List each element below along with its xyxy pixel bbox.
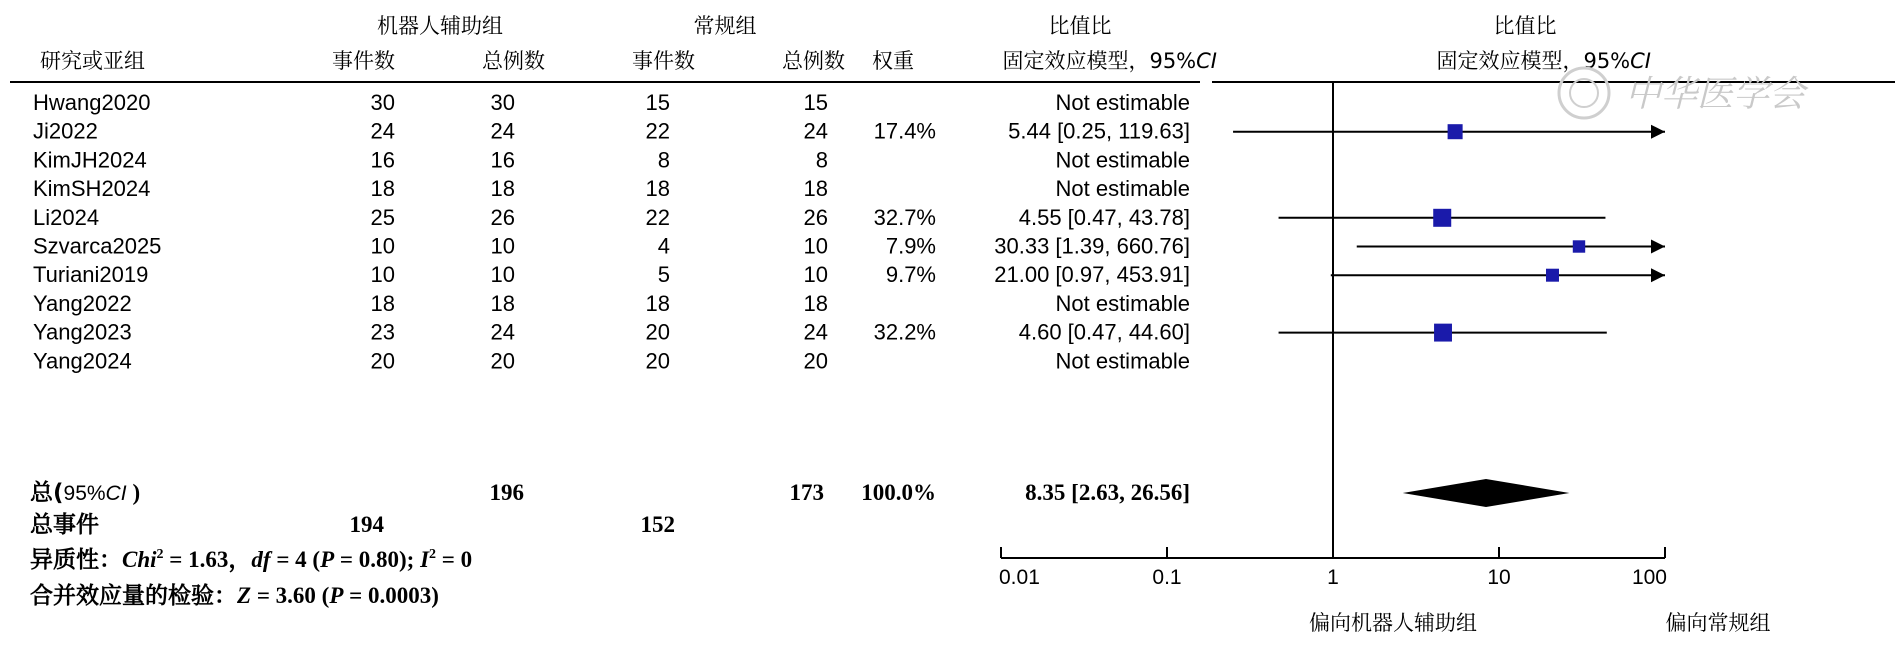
weight-cell: 9.7% bbox=[885, 262, 936, 288]
study-name: KimSH2024 bbox=[33, 176, 151, 202]
total-a-cell: 18 bbox=[490, 290, 515, 316]
total-a-cell: 10 bbox=[490, 233, 515, 259]
total-row-label: 总(95%CI ) bbox=[30, 480, 141, 506]
point-estimate-marker bbox=[1448, 124, 1463, 139]
odds-ratio-cell: Not estimable bbox=[1055, 176, 1190, 202]
overall-effect-test: 合并效应量的检验：Z = 3.60 (P = 0.0003) bbox=[30, 583, 439, 609]
total-b-cell: 18 bbox=[803, 290, 828, 316]
total-b-cell: 15 bbox=[803, 90, 828, 115]
table-row bbox=[33, 234, 1190, 259]
favours-control-label: 偏向常规组 bbox=[1665, 611, 1771, 635]
events-row-events-a: 194 bbox=[349, 512, 384, 537]
events-a-header: 事件数 bbox=[332, 49, 395, 73]
weight-cell: 32.2% bbox=[873, 319, 936, 345]
total-a-cell: 26 bbox=[490, 204, 515, 230]
events-row-label: 总事件 bbox=[30, 512, 99, 537]
odds-ratio-cell: 21.00 [0.97, 453.91] bbox=[994, 262, 1190, 288]
table-row bbox=[33, 348, 1190, 373]
x-tick-label: 0.1 bbox=[1152, 566, 1182, 589]
events-a-cell: 16 bbox=[370, 147, 395, 173]
events-b-cell: 8 bbox=[657, 147, 670, 173]
point-estimate-marker bbox=[1573, 240, 1585, 252]
plot-model-header: 固定效应模型，95%CI bbox=[1436, 49, 1651, 73]
total-b-header: 总例数 bbox=[782, 49, 845, 73]
total-b-cell: 8 bbox=[815, 147, 828, 173]
model-header: 固定效应模型，95%CI bbox=[1002, 49, 1217, 73]
events-b-cell: 18 bbox=[645, 176, 670, 202]
table-row bbox=[33, 147, 1190, 172]
heterogeneity-line: 异质性：Chi$^2$ = 1.63，df = 4 (P = 0.80); $I^2 = 0$ bbox=[30, 547, 473, 573]
events-a-cell: 20 bbox=[370, 348, 395, 374]
events-b-cell: 20 bbox=[645, 319, 670, 345]
odds-ratio-cell: 4.60 [0.47, 44.60] bbox=[1018, 319, 1190, 345]
study-column-header: 研究或亚组 bbox=[40, 49, 145, 73]
table-row bbox=[33, 262, 1190, 287]
total-a-cell: 30 bbox=[490, 90, 515, 115]
total-row-total-b: 173 bbox=[789, 480, 824, 505]
total-a-cell: 24 bbox=[490, 118, 515, 144]
weight-cell: 17.4% bbox=[873, 118, 936, 144]
events-a-cell: 24 bbox=[370, 118, 395, 144]
total-row-total-a: 196 bbox=[489, 480, 524, 505]
total-b-cell: 20 bbox=[803, 348, 828, 374]
study-name: Yang2022 bbox=[33, 290, 132, 316]
events-a-cell: 30 bbox=[370, 90, 395, 115]
total-row-odds-ratio: 8.35 [2.63, 26.56] bbox=[1025, 480, 1190, 505]
odds-ratio-cell: 30.33 [1.39, 660.76] bbox=[994, 233, 1190, 259]
study-name: Turiani2019 bbox=[33, 262, 149, 288]
events-b-cell: 20 bbox=[645, 348, 670, 374]
x-tick-label: 0.01 bbox=[999, 566, 1040, 589]
total-a-cell: 16 bbox=[490, 147, 515, 173]
events-b-cell: 4 bbox=[657, 233, 670, 259]
odds-ratio-column-header: 比值比 bbox=[1048, 14, 1112, 38]
total-row-weight: 100.0% bbox=[861, 480, 936, 505]
study-table bbox=[33, 90, 1190, 373]
odds-ratio-cell: 4.55 [0.47, 43.78] bbox=[1018, 204, 1190, 230]
plot-title: 比值比 bbox=[1493, 14, 1557, 38]
svg-text:中华医学会: 中华医学会 bbox=[1625, 74, 1806, 115]
table-row bbox=[33, 119, 1190, 144]
events-b-cell: 18 bbox=[645, 290, 670, 316]
events-row-events-b: 152 bbox=[640, 512, 675, 537]
events-a-cell: 10 bbox=[370, 262, 395, 288]
watermark-logo bbox=[1559, 68, 1809, 118]
total-b-cell: 18 bbox=[803, 176, 828, 202]
study-name: Yang2023 bbox=[33, 319, 132, 345]
events-a-cell: 25 bbox=[370, 204, 395, 230]
study-name: Yang2024 bbox=[33, 348, 132, 374]
events-b-cell: 22 bbox=[645, 118, 670, 144]
total-a-cell: 24 bbox=[490, 319, 515, 345]
study-name: Szvarca2025 bbox=[33, 233, 162, 259]
table-row bbox=[33, 205, 1190, 230]
events-a-cell: 10 bbox=[370, 233, 395, 259]
point-estimate-marker bbox=[1546, 269, 1559, 282]
ci-arrow bbox=[1651, 268, 1665, 282]
total-b-cell: 24 bbox=[803, 319, 828, 345]
point-estimate-marker bbox=[1434, 324, 1452, 342]
weight-cell: 7.9% bbox=[885, 233, 936, 259]
table-row bbox=[33, 90, 1190, 115]
x-tick-label: 10 bbox=[1487, 566, 1511, 589]
robot-group-header: 机器人辅助组 bbox=[377, 14, 503, 38]
study-name: KimJH2024 bbox=[33, 147, 147, 173]
total-b-cell: 10 bbox=[803, 233, 828, 259]
events-a-cell: 18 bbox=[370, 290, 395, 316]
total-b-cell: 10 bbox=[803, 262, 828, 288]
ci-arrow bbox=[1651, 240, 1665, 254]
events-b-cell: 5 bbox=[657, 262, 670, 288]
table-row bbox=[33, 291, 1190, 316]
events-b-cell: 22 bbox=[645, 204, 670, 230]
total-a-cell: 20 bbox=[490, 348, 515, 374]
x-tick-label: 100 bbox=[1631, 566, 1667, 589]
control-group-header: 常规组 bbox=[693, 14, 757, 38]
favours-robot-label: 偏向机器人辅助组 bbox=[1309, 611, 1477, 635]
odds-ratio-cell: Not estimable bbox=[1055, 348, 1190, 374]
total-a-cell: 10 bbox=[490, 262, 515, 288]
ci-arrow bbox=[1651, 125, 1665, 139]
point-estimate-marker bbox=[1433, 209, 1451, 227]
x-tick-label: 1 bbox=[1327, 566, 1339, 589]
study-name: Hwang2020 bbox=[33, 90, 151, 115]
events-a-cell: 23 bbox=[370, 319, 395, 345]
odds-ratio-cell: Not estimable bbox=[1055, 90, 1190, 115]
odds-ratio-cell: Not estimable bbox=[1055, 147, 1190, 173]
total-a-header: 总例数 bbox=[482, 49, 545, 73]
study-name: Li2024 bbox=[33, 204, 100, 230]
table-row bbox=[33, 176, 1190, 201]
weight-cell: 32.7% bbox=[873, 204, 936, 230]
total-b-cell: 26 bbox=[803, 204, 828, 230]
events-b-cell: 15 bbox=[645, 90, 670, 115]
events-a-cell: 18 bbox=[370, 176, 395, 202]
events-b-header: 事件数 bbox=[632, 49, 695, 73]
study-name: Ji2022 bbox=[33, 118, 98, 144]
weight-header: 权重 bbox=[872, 49, 914, 73]
odds-ratio-cell: 5.44 [0.25, 119.63] bbox=[1008, 118, 1190, 144]
table-row bbox=[33, 320, 1190, 345]
total-b-cell: 24 bbox=[803, 118, 828, 144]
total-a-cell: 18 bbox=[490, 176, 515, 202]
odds-ratio-cell: Not estimable bbox=[1055, 290, 1190, 316]
pooled-diamond bbox=[1403, 479, 1570, 507]
